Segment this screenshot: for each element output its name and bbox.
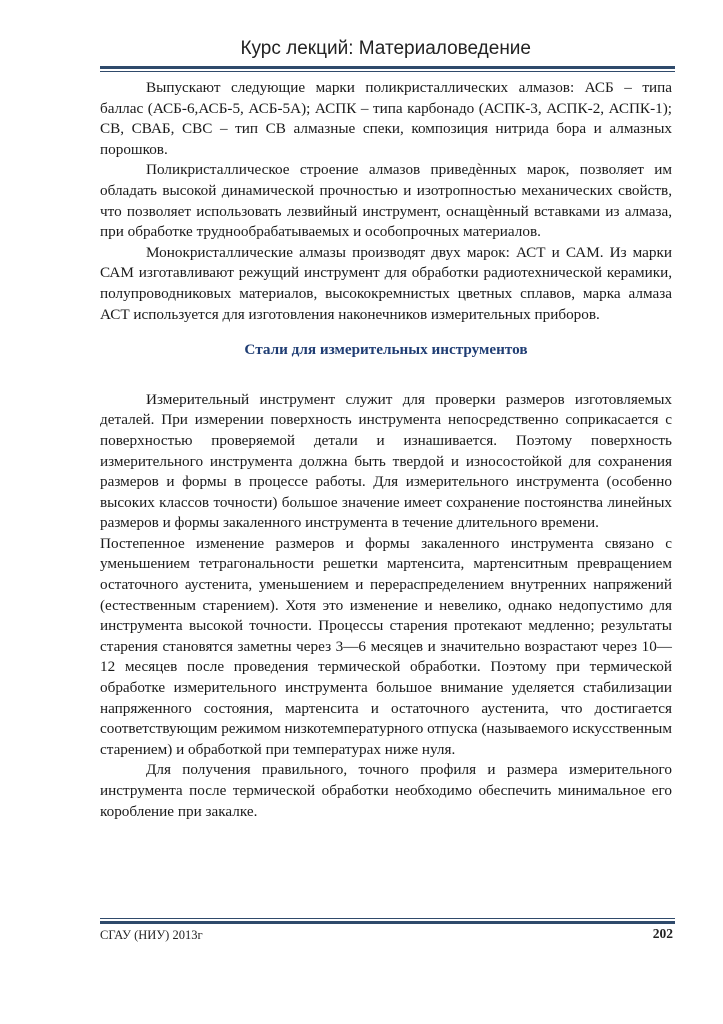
paragraph-aging: Постепенное изменение размеров и формы закаленного инструмента связано с уменьшением тетрагональности решетки мартенсита, мартенситным превращением остаточного аустенита, уменьшением и перераспределением внутренних напряжений (естественным старением). Хотя это изменение и невелико, однако недопустимо для инструмента высокой точности. Процессы старения протекают медленно; результаты старения становятся заметны через 3—6 месяцев и значительно возрастают через 10—12 месяцев после проведения термической обработки. Поэтому при термической обработке измерительного инструмента большое внимание уделяется стабилизации напряженного состояния, мартенсита и остаточного аустенита, что достигается соответствующим режимом низкотемпературного отпуска (называемого искусственным старением) и обработкой при температурах ниже нуля.	[100, 534, 672, 758]
paragraph-polycrystalline-grades: Выпускают следующие марки поликристаллических алмазов: АСБ – типа баллас (АСБ-6,АСБ-5, АСБ-5А); АСПК – типа карбонадо (АСПК-3, АСПК-2, АСПК-1); СВ, СВАБ, СВС – тип СВ алмазные спеки, композиция нитрида бора и алмазных порошков.	[100, 79, 672, 158]
body-text	[100, 78, 672, 822]
running-header-title: Курс лекций: Материаловедение	[240, 38, 531, 59]
page-number: 202	[652, 926, 673, 941]
paragraph-polycrystalline-structure: Поликристаллическое строение алмазов приведѐнных марок, позволяет им обладать высокой динамической прочностью и изотропностью механических свойств, что позволяет использовать лезвийный инструмент, оснащѐнный вставками из алмаза, при обработке труднообрабатываемых и особопрочных материалов.	[100, 161, 672, 241]
header-rule	[100, 66, 675, 72]
section-heading: Стали для измерительных инструментов	[244, 341, 528, 359]
paragraph-measuring-tools: Измерительный инструмент служит для проверки размеров изготовляемых деталей. При измерении поверхность инструмента непосредственно соприкасается с поверхностью проверяемой детали и изнашивается. Поэтому поверхность измерительного инструмента должна быть твердой и износостойкой для сохранения размеров и формы в процессе работы. Для измерительного инструмента (особенно высоких классов точности) большое значение имеет сохранение постоянства линейных размеров и формы закаленного инструмента в течение длительного времени.	[100, 390, 672, 532]
footer-institution: СГАУ (НИУ) 2013г	[100, 928, 203, 942]
paragraph-monocrystalline: Монокристаллические алмазы производят двух марок: АСТ и САМ. Из марки САМ изготавливают режущий инструмент для обработки радиотехнической керамики, полупроводниковых материалов, высококремнистых цветных сплавов, марка алмаза АСТ используется для изготовления наконечников измерительных приборов.	[100, 243, 672, 323]
footer-rule	[100, 918, 675, 924]
paragraph-warping: Для получения правильного, точного профиля и размера измерительного инструмента после термической обработки необходимо обеспечить минимальное его коробление при закалке.	[100, 761, 672, 820]
